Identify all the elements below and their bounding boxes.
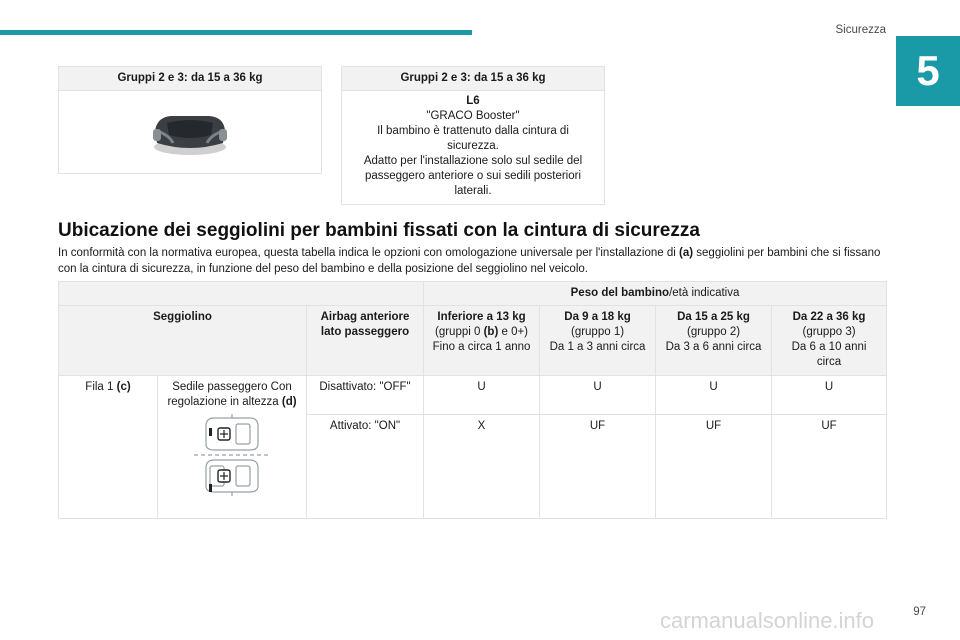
col-group-0-sub-c: e 0+) [498,326,529,338]
age-label: /età indicativa [669,287,740,299]
col-group-3-weight: Da 22 a 36 kg [792,311,866,323]
cell-off-group-3: U [772,376,887,415]
cell-off-group-2: U [656,376,772,415]
col-group-1 [540,306,656,376]
intro-paragraph [58,245,888,277]
airbag-off: Disattivato: "OFF" [307,376,424,415]
cell-on-group-1: UF [540,415,656,519]
child-seat-table [58,281,887,519]
airbag-on: Attivato: "ON" [307,415,424,519]
cell-on-group-0: X [424,415,540,519]
group-table-image [58,66,322,174]
col-seat-header: Seggiolino [59,306,307,376]
watermark: carmanualsonline.info [660,608,875,633]
seat-desc-2: Adatto per l'installazione solo sul sedile del passeggero anteriore o sui sedili posteriori laterali. [363,155,583,197]
col-group-1-weight: Da 9 a 18 kg [564,311,631,323]
col-group-2-age: Da 3 a 6 anni circa [665,341,762,353]
col-group-3 [772,306,887,376]
col-group-0-weight: Inferiore a 13 kg [437,311,526,323]
cell-off-group-0: U [424,376,540,415]
car-diagram-icon [192,414,272,496]
section-heading: Ubicazione dei seggiolini per bambini fissati con la cintura di sicurezza [58,220,700,241]
group-table-text [341,66,605,205]
col-group-0 [424,306,540,376]
seat-description [158,376,307,519]
row-label [59,376,158,519]
seat-desc-main: Sedile passeggero Con regolazione in altezza [167,381,292,408]
booster-seat-image-cell [59,91,322,174]
col-group-2 [656,306,772,376]
row-label-text: Fila 1 [85,381,117,393]
col-group-0-sub [430,325,533,340]
col-group-1-age: Da 1 a 3 anni circa [549,341,646,353]
seat-desc-ref: (d) [281,396,297,408]
row-label-ref: (c) [116,381,131,393]
col-group-0-age: Fino a circa 1 anno [432,341,531,353]
col-group-2-weight: Da 15 a 25 kg [677,311,750,323]
model-name: "GRACO Booster" [426,110,520,122]
seat-description-cell [342,91,605,205]
cell-off-group-1: U [540,376,656,415]
seat-desc-text [164,380,300,410]
seat-desc-1: Il bambino è trattenuto dalla cintura di sicurezza. [377,125,569,152]
weight-header [424,282,887,306]
col-group-1-sub: (gruppo 1) [570,326,625,338]
booster-seat-icon [149,107,231,157]
chapter-tab: 5 [896,36,960,106]
cell-on-group-2: UF [656,415,772,519]
col-airbag-header: Airbag anteriore lato passeggero [307,306,424,376]
group-table-header: Gruppi 2 e 3: da 15 a 36 kg [59,67,322,91]
intro-text-1: In conformità con la normativa europea, questa tabella indica le opzioni con omologazione universale per l'installazione di [58,247,680,259]
col-group-3-sub: (gruppo 3) [802,326,856,338]
intro-text-2: seggiolini per bambini che si fissano con la cintura di sicurezza, in funzione del peso del bambino e della posizione del seggiolino nel veicolo. [58,247,881,275]
blank-header-cell [59,282,424,306]
page-number: 97 [913,606,926,618]
col-group-3-age: Da 6 a 10 anni circa [791,341,867,368]
group-table-header-right: Gruppi 2 e 3: da 15 a 36 kg [342,67,605,91]
model-code: L6 [466,95,480,107]
weight-label: Peso del bambino [570,287,670,299]
intro-ref: (a) [679,247,694,259]
col-group-2-sub: (gruppo 2) [686,326,741,338]
col-group-0-sub-b: (b) [483,326,499,338]
col-group-0-sub-a: (gruppi 0 [435,326,484,338]
cell-on-group-3: UF [772,415,887,519]
section-title: Sicurezza [835,24,886,36]
accent-bar [0,30,472,35]
